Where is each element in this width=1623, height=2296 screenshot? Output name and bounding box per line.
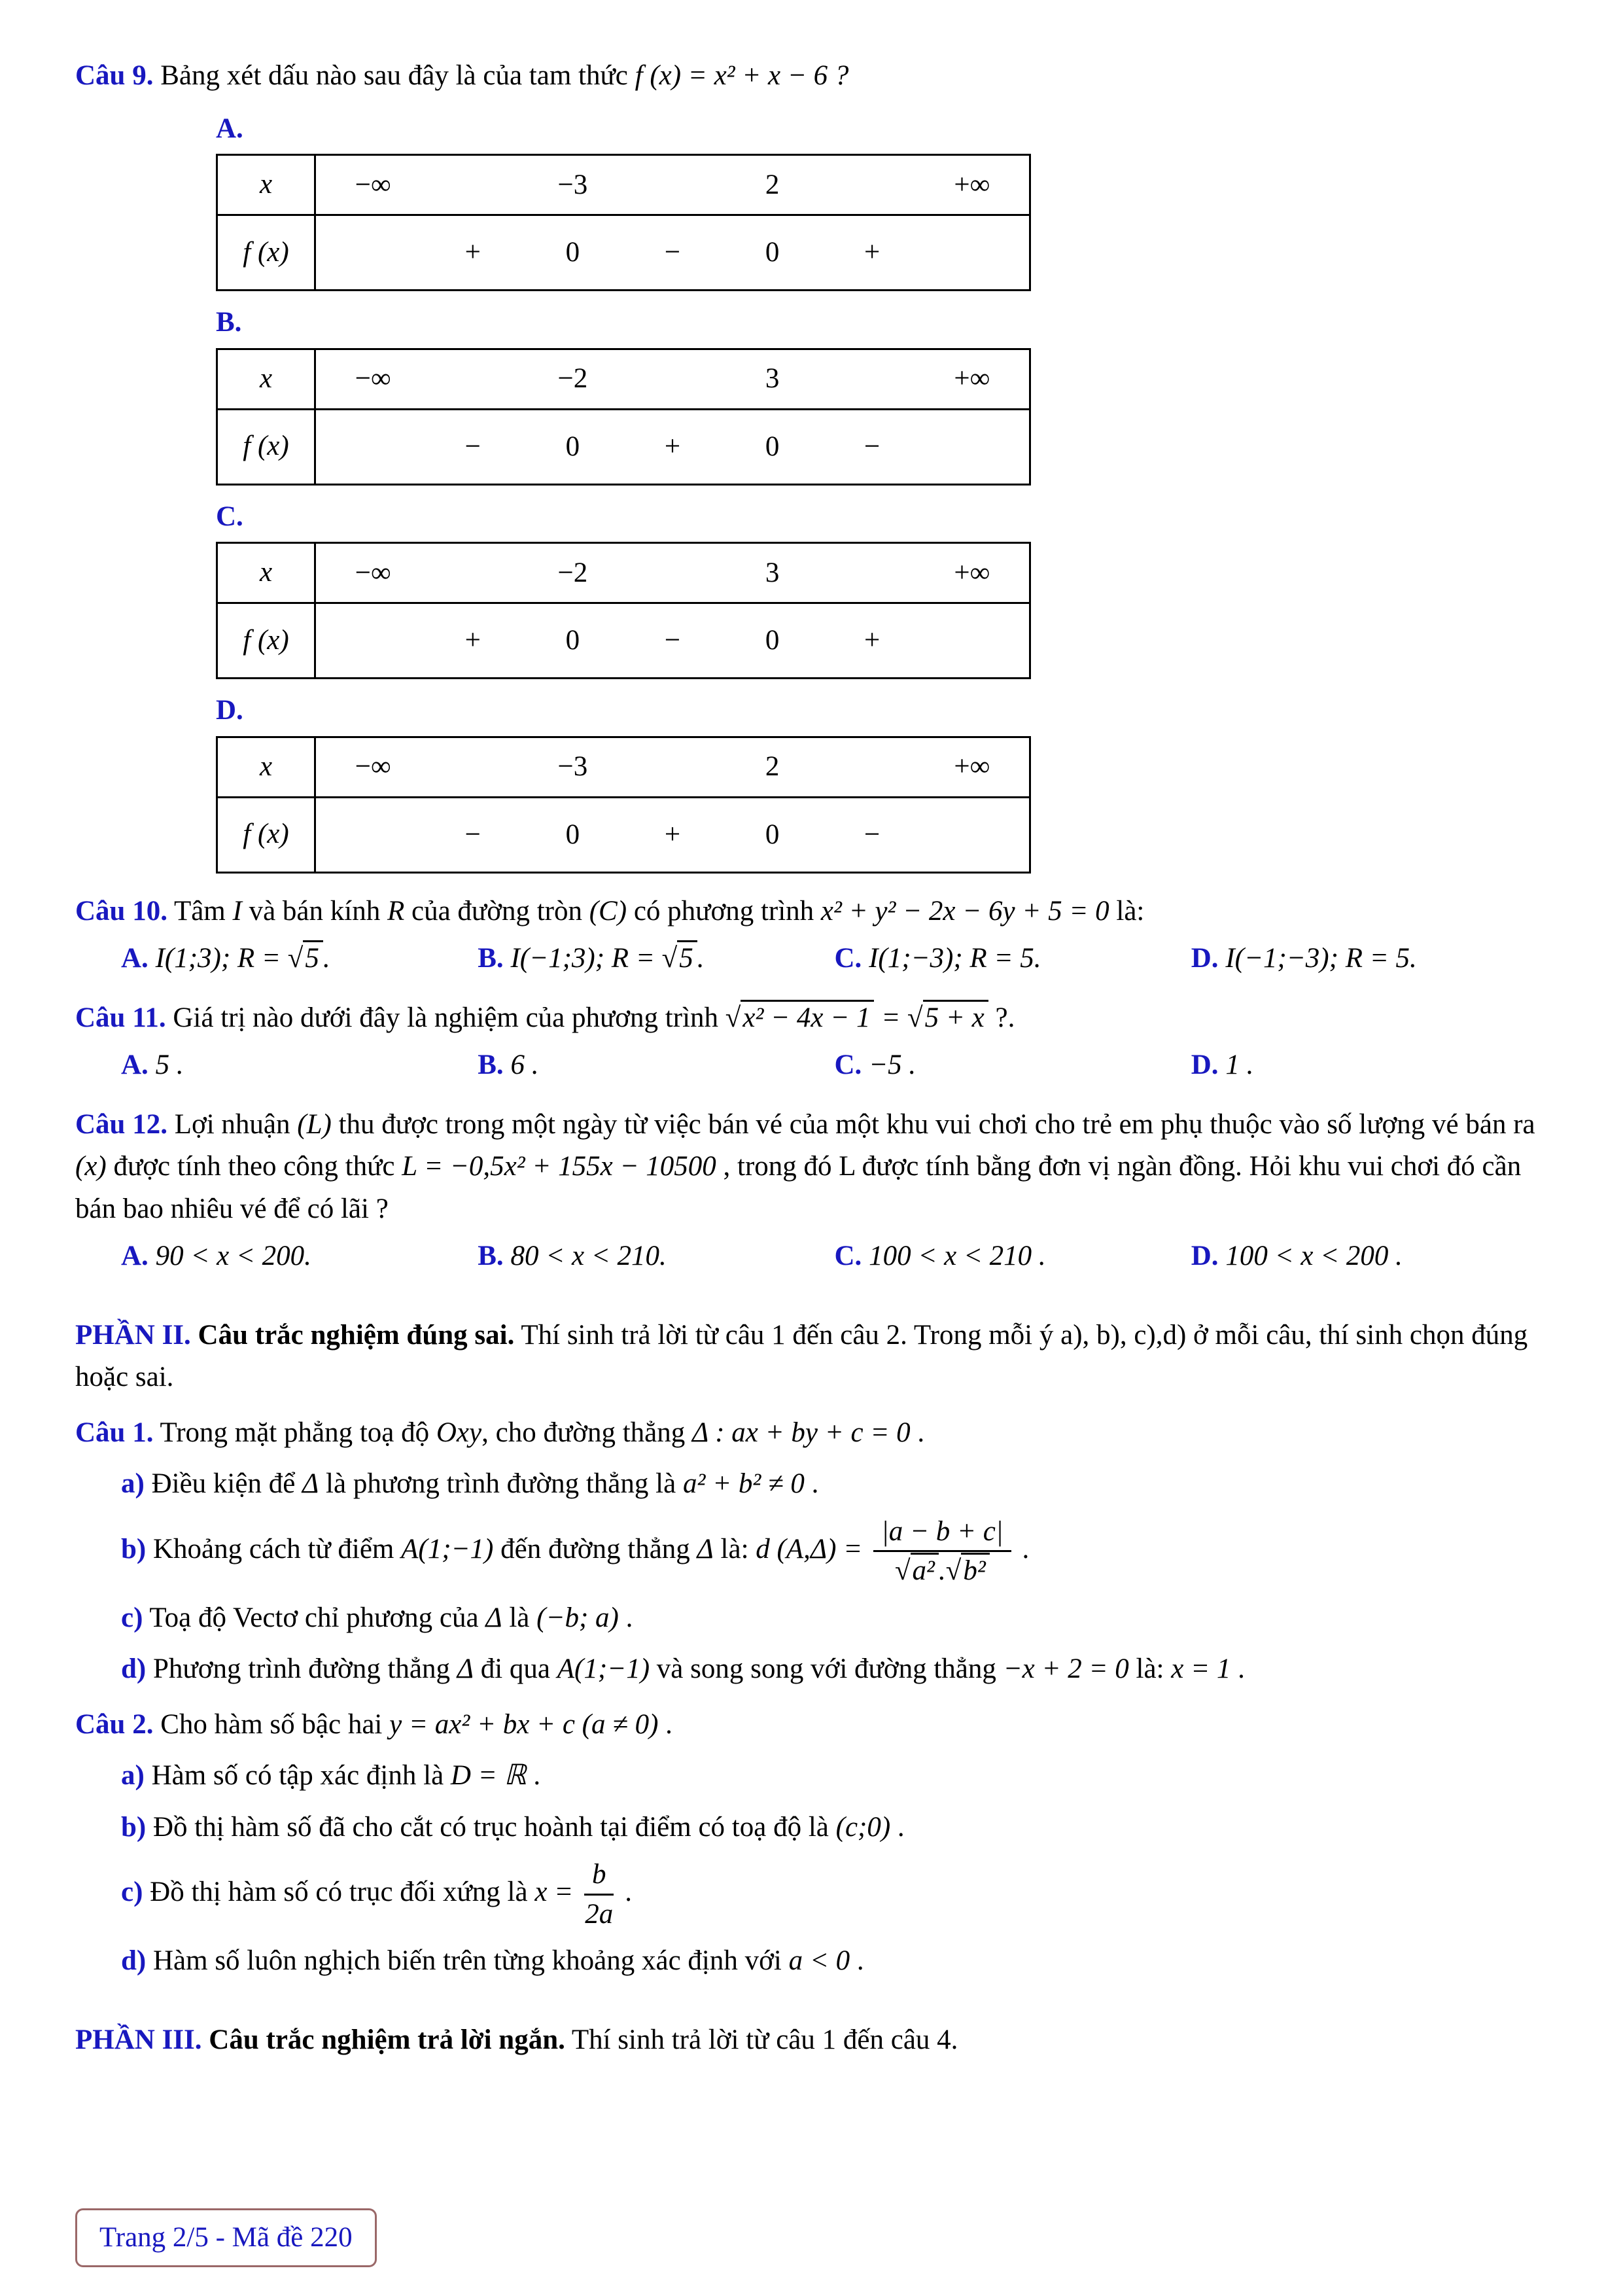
sign-table-d-letter: D. [216,695,243,726]
item-formula: (c;0) [835,1811,891,1843]
option-value: 5 . [155,1050,184,1080]
option-c [835,1044,1191,1087]
option-letter: D. [1191,943,1219,974]
table-a-x-values [316,156,1029,216]
item-text: là phương trình đường thẳng là [326,1468,676,1499]
part-3-label: PHẦN III. [75,2024,202,2055]
part-2-heading [75,1315,1548,1399]
option-value: 1 . [1225,1050,1254,1080]
distance-formula: d (A,Δ) = [756,1533,863,1564]
var-I: I [232,895,242,927]
fraction [873,1515,1011,1588]
table-b-header-fx [218,410,316,484]
x-value: −2 [557,557,588,588]
item-2d [75,1940,1548,1983]
option-c [835,1235,1191,1278]
x-value: 2 [765,751,780,782]
item-letter: a) [121,1760,145,1792]
radical-sign: √ [287,943,304,974]
radicand: 5 [677,940,697,974]
sign: − [464,819,481,850]
question-12-text: được tính theo công thức [113,1151,395,1182]
table-d-x-values [316,738,1029,798]
sign: + [864,236,881,268]
item-formula: a < 0 [788,1945,850,1977]
option-text: I(−1;3); R = [510,943,662,974]
option-d [1191,1235,1548,1278]
question-12 [75,1104,1548,1231]
var-C: (C) [589,895,627,927]
option-text: . [697,943,705,974]
table-a-header-x [218,156,316,216]
item-text: là [509,1602,530,1633]
option-value: 100 < x < 200 . [1225,1241,1403,1271]
sqrt-expression [662,940,697,974]
sqrt-expression [907,1000,988,1033]
x-value: −∞ [355,751,391,782]
table-b-x-values [316,350,1029,410]
radicand: 5 + x [923,1000,988,1033]
option-letter: B. [478,1050,504,1080]
option-letter: B. [478,1241,504,1271]
var-R: R [387,895,405,927]
sign: + [664,819,681,850]
option-value: 90 < x < 200. [155,1241,311,1271]
question-12-options [75,1235,1548,1278]
item-text: Điều kiện để [151,1468,296,1499]
question-1-formula: Δ : ax + by + c = 0 [692,1417,911,1448]
x-value: −∞ [355,362,391,394]
question-10-label: Câu 10. [75,895,167,927]
option-value [510,940,704,974]
item-letter: a) [121,1468,145,1499]
radicand: x² − 4x − 1 [741,1000,874,1033]
option-value: 6 . [510,1050,539,1080]
option-letter: C. [834,1050,862,1080]
x-value: −2 [557,362,588,394]
var-x: x [259,169,273,200]
question-10-text: và bán kính [249,895,381,927]
radicand: b² [961,1553,989,1586]
item-text: . [533,1760,541,1792]
radical-sign: √ [725,1002,741,1033]
radical-sign: √ [661,943,678,974]
item-2a [75,1755,1548,1797]
part-2-title: Câu trắc nghiệm đúng sai. [198,1319,515,1351]
option-letter: A. [121,1050,148,1080]
x-value: −∞ [355,169,391,200]
x-value: −3 [557,169,588,200]
question-10-text: Tâm [173,895,226,927]
item-formula: a² + b² ≠ 0 [682,1468,805,1499]
fraction-denominator: 2a [585,1898,614,1930]
question-2-label: Câu 2. [75,1708,154,1740]
question-2-text: Cho hàm số bậc hai [160,1708,383,1740]
option-a [121,938,478,980]
var-L: (L) [297,1108,332,1140]
item-2c [75,1858,1548,1931]
item-letter: d) [121,1653,147,1685]
axis-formula: x = [534,1877,574,1908]
item-text: . [897,1811,905,1843]
item-1b [75,1515,1548,1588]
table-c-header-fx [218,604,316,677]
item-text: Phương trình đường thẳng [152,1653,450,1685]
sign: − [864,431,881,462]
question-10-text: có phương trình [633,895,814,927]
item-text: . [625,1877,632,1908]
table-c-header-x [218,544,316,604]
item-text: . [625,1602,633,1633]
table-d-header-x [218,738,316,798]
table-d-header-fx [218,798,316,872]
sqrt-expression [895,1553,939,1586]
question-10-formula: x² + y² − 2x − 6y + 5 = 0 [820,895,1109,927]
option-letter: A. [121,943,148,974]
sign: 0 [765,431,780,462]
sign: − [664,624,681,656]
item-letter: b) [121,1533,147,1564]
question-12-formula: L = −0,5x² + 155x − 10500 [402,1151,716,1182]
item-letter: b) [121,1811,147,1843]
sign-table-a [216,154,1031,291]
page-footer [75,2208,377,2268]
point-A: A(1;−1) [401,1533,494,1564]
sign: 0 [565,431,580,462]
x-value: +∞ [954,169,990,200]
item-text: Toạ độ Vectơ chỉ phương của [149,1602,479,1633]
option-b [478,938,834,980]
item-text: . [1238,1653,1245,1685]
sign: 0 [565,819,580,850]
table-a-header-fx [218,216,316,289]
x-value: −∞ [355,557,391,588]
radicand: 5 [303,940,323,974]
question-1-text: Trong mặt phẳng toạ độ [160,1417,430,1448]
var-delta: Δ [697,1533,714,1564]
table-c-fx-signs [316,604,1029,677]
question-11-label: Câu 11. [75,1002,166,1033]
table-b-fx-signs [316,410,1029,484]
x-value: 3 [765,557,780,588]
question-1-label: Câu 1. [75,1417,154,1448]
part-3-heading [75,2019,1548,2062]
sign: − [864,819,881,850]
option-letter: C. [834,1241,862,1271]
sign: 0 [765,624,780,656]
option-b [478,1235,834,1278]
question-10-options [75,938,1548,980]
item-letter: d) [121,1945,147,1977]
question-9-text: Bảng xét dấu nào sau đây là của tam thức [160,60,628,91]
table-b-header-x [218,350,316,410]
question-12-label: Câu 12. [75,1108,167,1140]
option-value: I(−1;−3); R = 5. [1225,943,1417,974]
item-text: . [1022,1533,1030,1564]
var-delta: Δ [485,1602,502,1633]
equals-sign: = [881,1002,901,1033]
option-text: . [323,943,330,974]
item-letter: c) [121,1602,143,1633]
radical-sign: √ [945,1555,962,1587]
item-text: Hàm số luôn nghịch biến trên từng khoảng xác định với [152,1945,782,1977]
question-10-text: của đường tròn [411,895,582,927]
item-text: Khoảng cách từ điểm [152,1533,394,1564]
item-text: đi qua [480,1653,551,1685]
option-letter: D. [1191,1241,1219,1271]
question-2-text: . [665,1708,672,1740]
x-value: +∞ [954,751,990,782]
question-1-text: , cho đường thẳng [481,1417,686,1448]
option-letter: A. [121,1241,148,1271]
item-1c [75,1597,1548,1640]
question-1-text: . [917,1417,925,1448]
option-d [1191,938,1548,980]
var-fx: f (x) [243,624,289,656]
sign: 0 [765,819,780,850]
option-a [121,1235,478,1278]
sqrt-expression [288,940,323,974]
item-text: đến đường thẳng [500,1533,690,1564]
question-12-text: , trong đó L được tính bằng đơn vị ngàn đồng. Hỏi khu vui chơi đó cần bán bao nhiêu vé để có lãi ? [75,1151,1522,1224]
sign-table-b-letter: B. [216,307,242,338]
x-value: 2 [765,169,780,200]
question-12-text: Lợi nhuận [174,1108,290,1140]
part-3-instructions: Thí sinh trả lời từ câu 1 đến câu 4. [571,2024,958,2055]
question-10-text: là: [1116,895,1145,927]
var-fx: f (x) [243,236,289,268]
question-12-text: thu được trong một ngày từ việc bán vé của một khu vui chơi cho trẻ em phụ thuộc vào số lượng vé bán ra [338,1108,1535,1140]
part2-question-2 [75,1704,1548,1746]
table-c-x-values [316,544,1029,604]
page-number: Trang 2/5 - Mã đề 220 [99,2221,353,2253]
var-x: (x) [75,1151,107,1182]
option-letter: D. [1191,1050,1219,1080]
sign-table-a-letter: A. [216,113,243,144]
item-formula: (−b; a) [536,1602,619,1633]
item-text: là: [720,1533,749,1564]
x-value: −3 [557,751,588,782]
var-delta: Δ [457,1653,474,1685]
sign: − [464,431,481,462]
question-11-text: Giá trị nào dưới đây là nghiệm của phương trình [173,1002,719,1033]
item-1a [75,1463,1548,1506]
question-11-options [75,1044,1548,1087]
sign: + [464,236,481,268]
question-9-label: Câu 9. [75,60,154,91]
x-value: +∞ [954,362,990,394]
dot-separator: . [938,1555,946,1587]
option-d [1191,1044,1548,1087]
item-text: . [856,1945,864,1977]
x-value: 3 [765,362,780,394]
item-text: . [811,1468,819,1499]
sqrt-expression [725,1000,875,1033]
var-delta: Δ [302,1468,319,1499]
option-b [478,1044,834,1087]
var-fx: f (x) [243,819,289,850]
x-value: +∞ [954,557,990,588]
radical-sign: √ [894,1555,911,1587]
option-letter: C. [834,943,862,974]
question-11 [75,997,1548,1040]
sign: + [864,624,881,656]
var-x: x [259,557,273,588]
item-text: là: [1136,1653,1164,1685]
question-9-formula: f (x) = x² + x − 6 ? [635,60,849,91]
question-10 [75,891,1548,933]
item-text: và song song với đường thẳng [656,1653,996,1685]
result-formula: x = 1 [1171,1653,1231,1685]
fraction [584,1858,614,1931]
part2-question-1 [75,1412,1548,1455]
table-d-fx-signs [316,798,1029,872]
item-text: Đồ thị hàm số đã cho cắt có trục hoành tại điểm có toạ độ là [152,1811,829,1843]
radical-sign: √ [907,1002,923,1033]
option-letter: B. [478,943,504,974]
option-value: 80 < x < 210. [510,1241,667,1271]
item-formula: D = ℝ [450,1760,527,1792]
part-2-label: PHẦN II. [75,1319,191,1351]
item-1d [75,1648,1548,1691]
fraction-numerator: |a − b + c| [873,1515,1011,1553]
question-11-suffix: ?. [995,1002,1015,1033]
sqrt-expression [946,1553,990,1586]
option-value: I(1;−3); R = 5. [869,943,1041,974]
sign: + [664,431,681,462]
fraction-denominator [873,1552,1011,1588]
table-a-fx-signs [316,216,1029,289]
option-value [156,940,330,974]
option-c [835,938,1191,980]
question-2-formula: y = ax² + bx + c (a ≠ 0) [389,1708,659,1740]
fraction-numerator: b [584,1858,614,1896]
item-2b [75,1807,1548,1849]
part-3-title: Câu trắc nghiệm trả lời ngắn. [209,2024,565,2055]
var-Oxy: Oxy [436,1417,482,1448]
radicand: a² [911,1553,939,1586]
var-x: x [259,362,273,394]
line-formula: −x + 2 = 0 [1003,1653,1129,1685]
part-2-instructions: Thí sinh trả lời từ câu 1 đến câu 2. Trong mỗi ý a), b), c),d) ở mỗi câu, thí sinh chọn đúng hoặc sai. [75,1319,1528,1392]
var-fx: f (x) [243,431,289,462]
option-text: I(1;3); R = [155,943,288,974]
question-9 [75,55,1548,97]
point-A: A(1;−1) [557,1653,650,1685]
option-value: 100 < x < 210 . [869,1241,1046,1271]
sign: − [664,236,681,268]
sign: 0 [765,236,780,268]
item-text: Hàm số có tập xác định là [151,1760,444,1792]
item-letter: c) [121,1877,143,1908]
sign: 0 [565,236,580,268]
item-text: Đồ thị hàm số có trục đối xứng là [150,1877,528,1908]
sign-table-c [216,542,1031,679]
question-11-formula [725,1000,988,1033]
sign-table-c-letter: C. [216,501,243,532]
sign: 0 [565,624,580,656]
sign-table-d [216,736,1031,874]
var-x: x [259,751,273,782]
option-a [121,1044,478,1087]
sign-table-b [216,348,1031,486]
sign: + [464,624,481,656]
option-value: −5 . [869,1050,916,1080]
